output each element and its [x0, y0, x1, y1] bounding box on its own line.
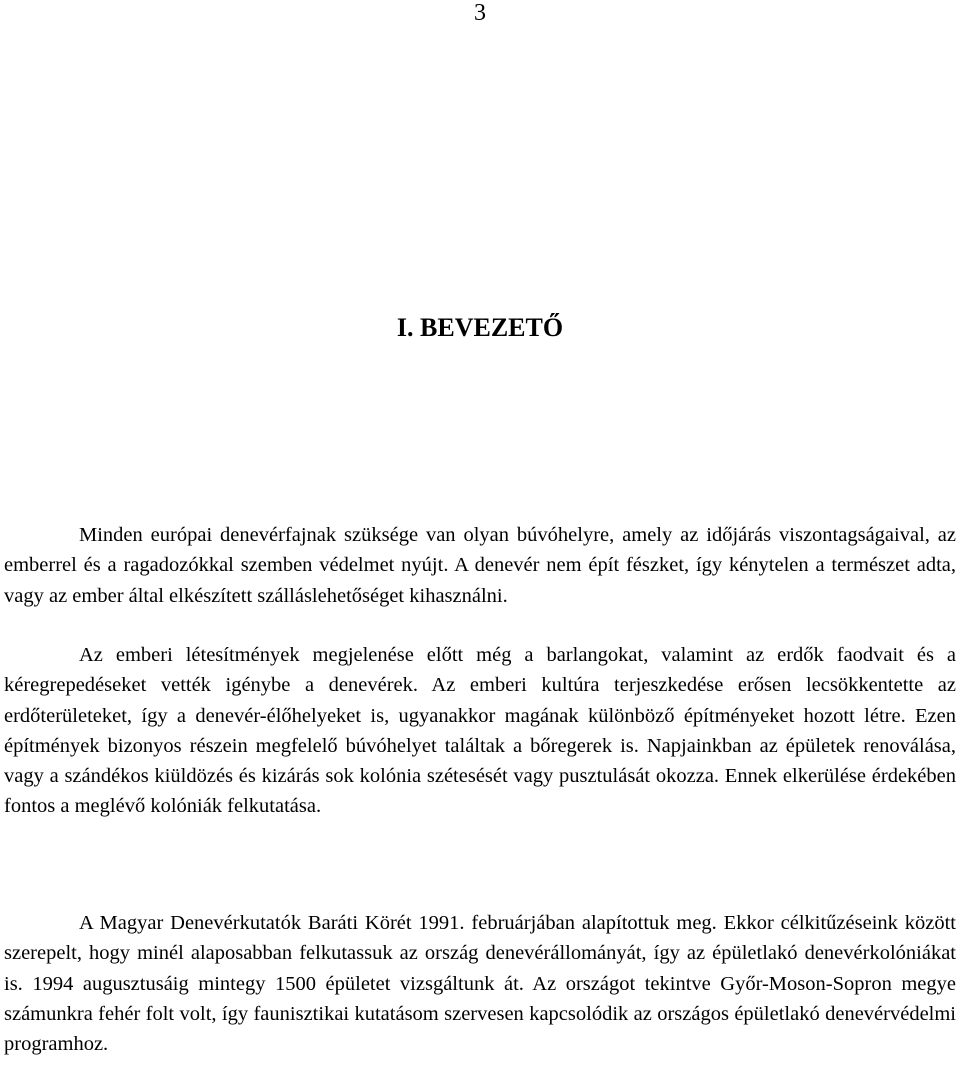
- paragraph-intro: Minden európai denevérfajnak szüksége van olyan búvóhelyre, amely az időjárás viszontagságaival, az emberrel és a ragadozókkal szemben védelmet nyújt. A denevér nem épít fészket, így kénytelen a természet adta, vagy az ember által elkészített szálláslehetőséget kihasználni.: [4, 524, 956, 607]
- paragraph-research-society: A Magyar Denevérkutatók Baráti Körét 1991. februárjában alapítottuk meg. Ekkor célkitűzéseink között szerepelt, hogy minél alaposabban felkutassuk az ország denevérállományát, így az épületlakó denevérkolóniákat is. 1994 augusztusáig mintegy 1500 épületet vizsgáltunk át. Az országot tekintve Győr-Moson-Sopron megye számunkra fehér folt volt, így faunisztikai kutatásom szervesen kapcsolódik az országos épületlakó denevérvédelmi programhoz.: [4, 912, 956, 1056]
- paragraph-human-structures: Az emberi létesítmények megjelenése előtt még a barlangokat, valamint az erdők faodvait és a kéregrepedéseket vették igénybe a denevérek. Az emberi kultúra terjeszkedése erősen lecsökkentette az erdőterületeket, így a denevér-élőhelyeket is, ugyanakkor magának különböző építményeket hozott létre. Ezen építmények bizonyos részein megfelelő búvóhelyet találtak a bőregerek is. Napjainkban az épületek renoválása, vagy a szándékos kiüldözés és kizárás sok kolónia szétesését vagy pusztulását okozza. Ennek elkerülése érdekében fontos a meglévő kolóniák felkutatása.: [4, 644, 956, 818]
- page-number: 3: [474, 0, 486, 26]
- chapter-title: I. BEVEZETŐ: [396, 313, 564, 342]
